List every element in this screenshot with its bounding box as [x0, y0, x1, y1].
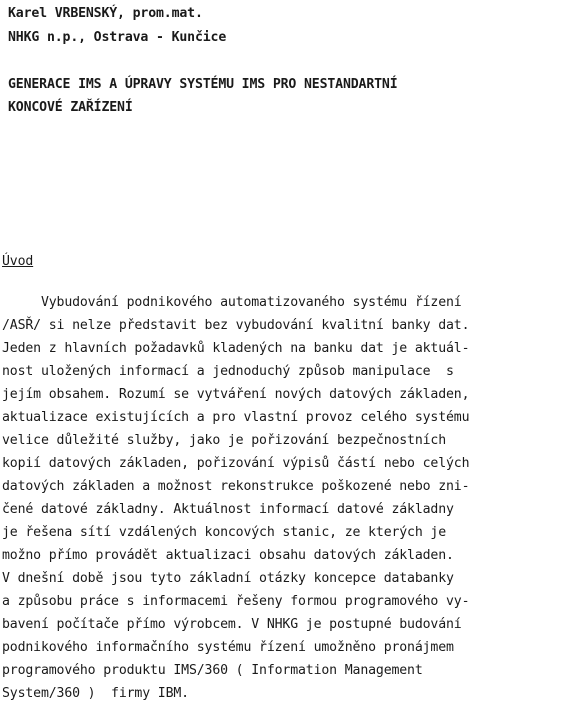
affiliation-line: NHKG n.p., Ostrava - Kunčice	[8, 30, 227, 45]
title-line-1: GENERACE IMS A ÚPRAVY SYSTÉMU IMS PRO NESTANDARTNÍ	[8, 77, 398, 92]
body-line: V dnešní době jsou tyto základní otázky koncepce databanky	[2, 571, 454, 586]
body-line: /ASŘ/ si nelze představit bez vybudování kvalitní banky dat.	[2, 318, 470, 333]
body-line: aktualizace existujících a pro vlastní provoz celého systému	[2, 410, 470, 425]
body-line: je řešena sítí vzdálených koncových stanic, ze kterých je	[2, 525, 447, 540]
body-line: bavení počítače přímo výrobcem. V NHKG je postupné budování	[2, 617, 462, 632]
body-line: System/360 ) firmy IBM.	[2, 686, 189, 701]
body-line: jejím obsahem. Rozumí se vytváření nových datových základen,	[2, 387, 470, 402]
author-line: Karel VRBENSKÝ, prom.mat.	[8, 6, 203, 21]
title-line-2: KONCOVÉ ZAŘÍZENÍ	[8, 100, 133, 115]
body-line: datových základen a možnost rekonstrukce poškozené nebo zni-	[2, 479, 470, 494]
body-line: programového produktu IMS/360 ( Information Management	[2, 663, 423, 678]
body-line: čené datové základny. Aktuálnost informací datové základny	[2, 502, 454, 517]
body-line: velice důležité služby, jako je pořizování bezpečnostních	[2, 433, 447, 448]
section-heading: Úvod	[2, 254, 34, 269]
body-line: a způsobu práce s informacemi řešeny formou programového vy-	[2, 594, 470, 609]
body-line: kopií datových základen, pořizování výpisů částí nebo celých	[2, 456, 470, 471]
body-line: možno přímo provádět aktualizaci obsahu datových základen.	[2, 548, 454, 563]
body-line: nost uložených informací a jednoduchý způsob manipulace s	[2, 364, 454, 379]
body-line: podnikového informačního systému řízení umožněno pronájmem	[2, 640, 454, 655]
body-line: Vybudování podnikového automatizovaného systému řízení	[2, 295, 462, 310]
body-line: Jeden z hlavních požadavků kladených na banku dat je aktuál-	[2, 341, 470, 356]
